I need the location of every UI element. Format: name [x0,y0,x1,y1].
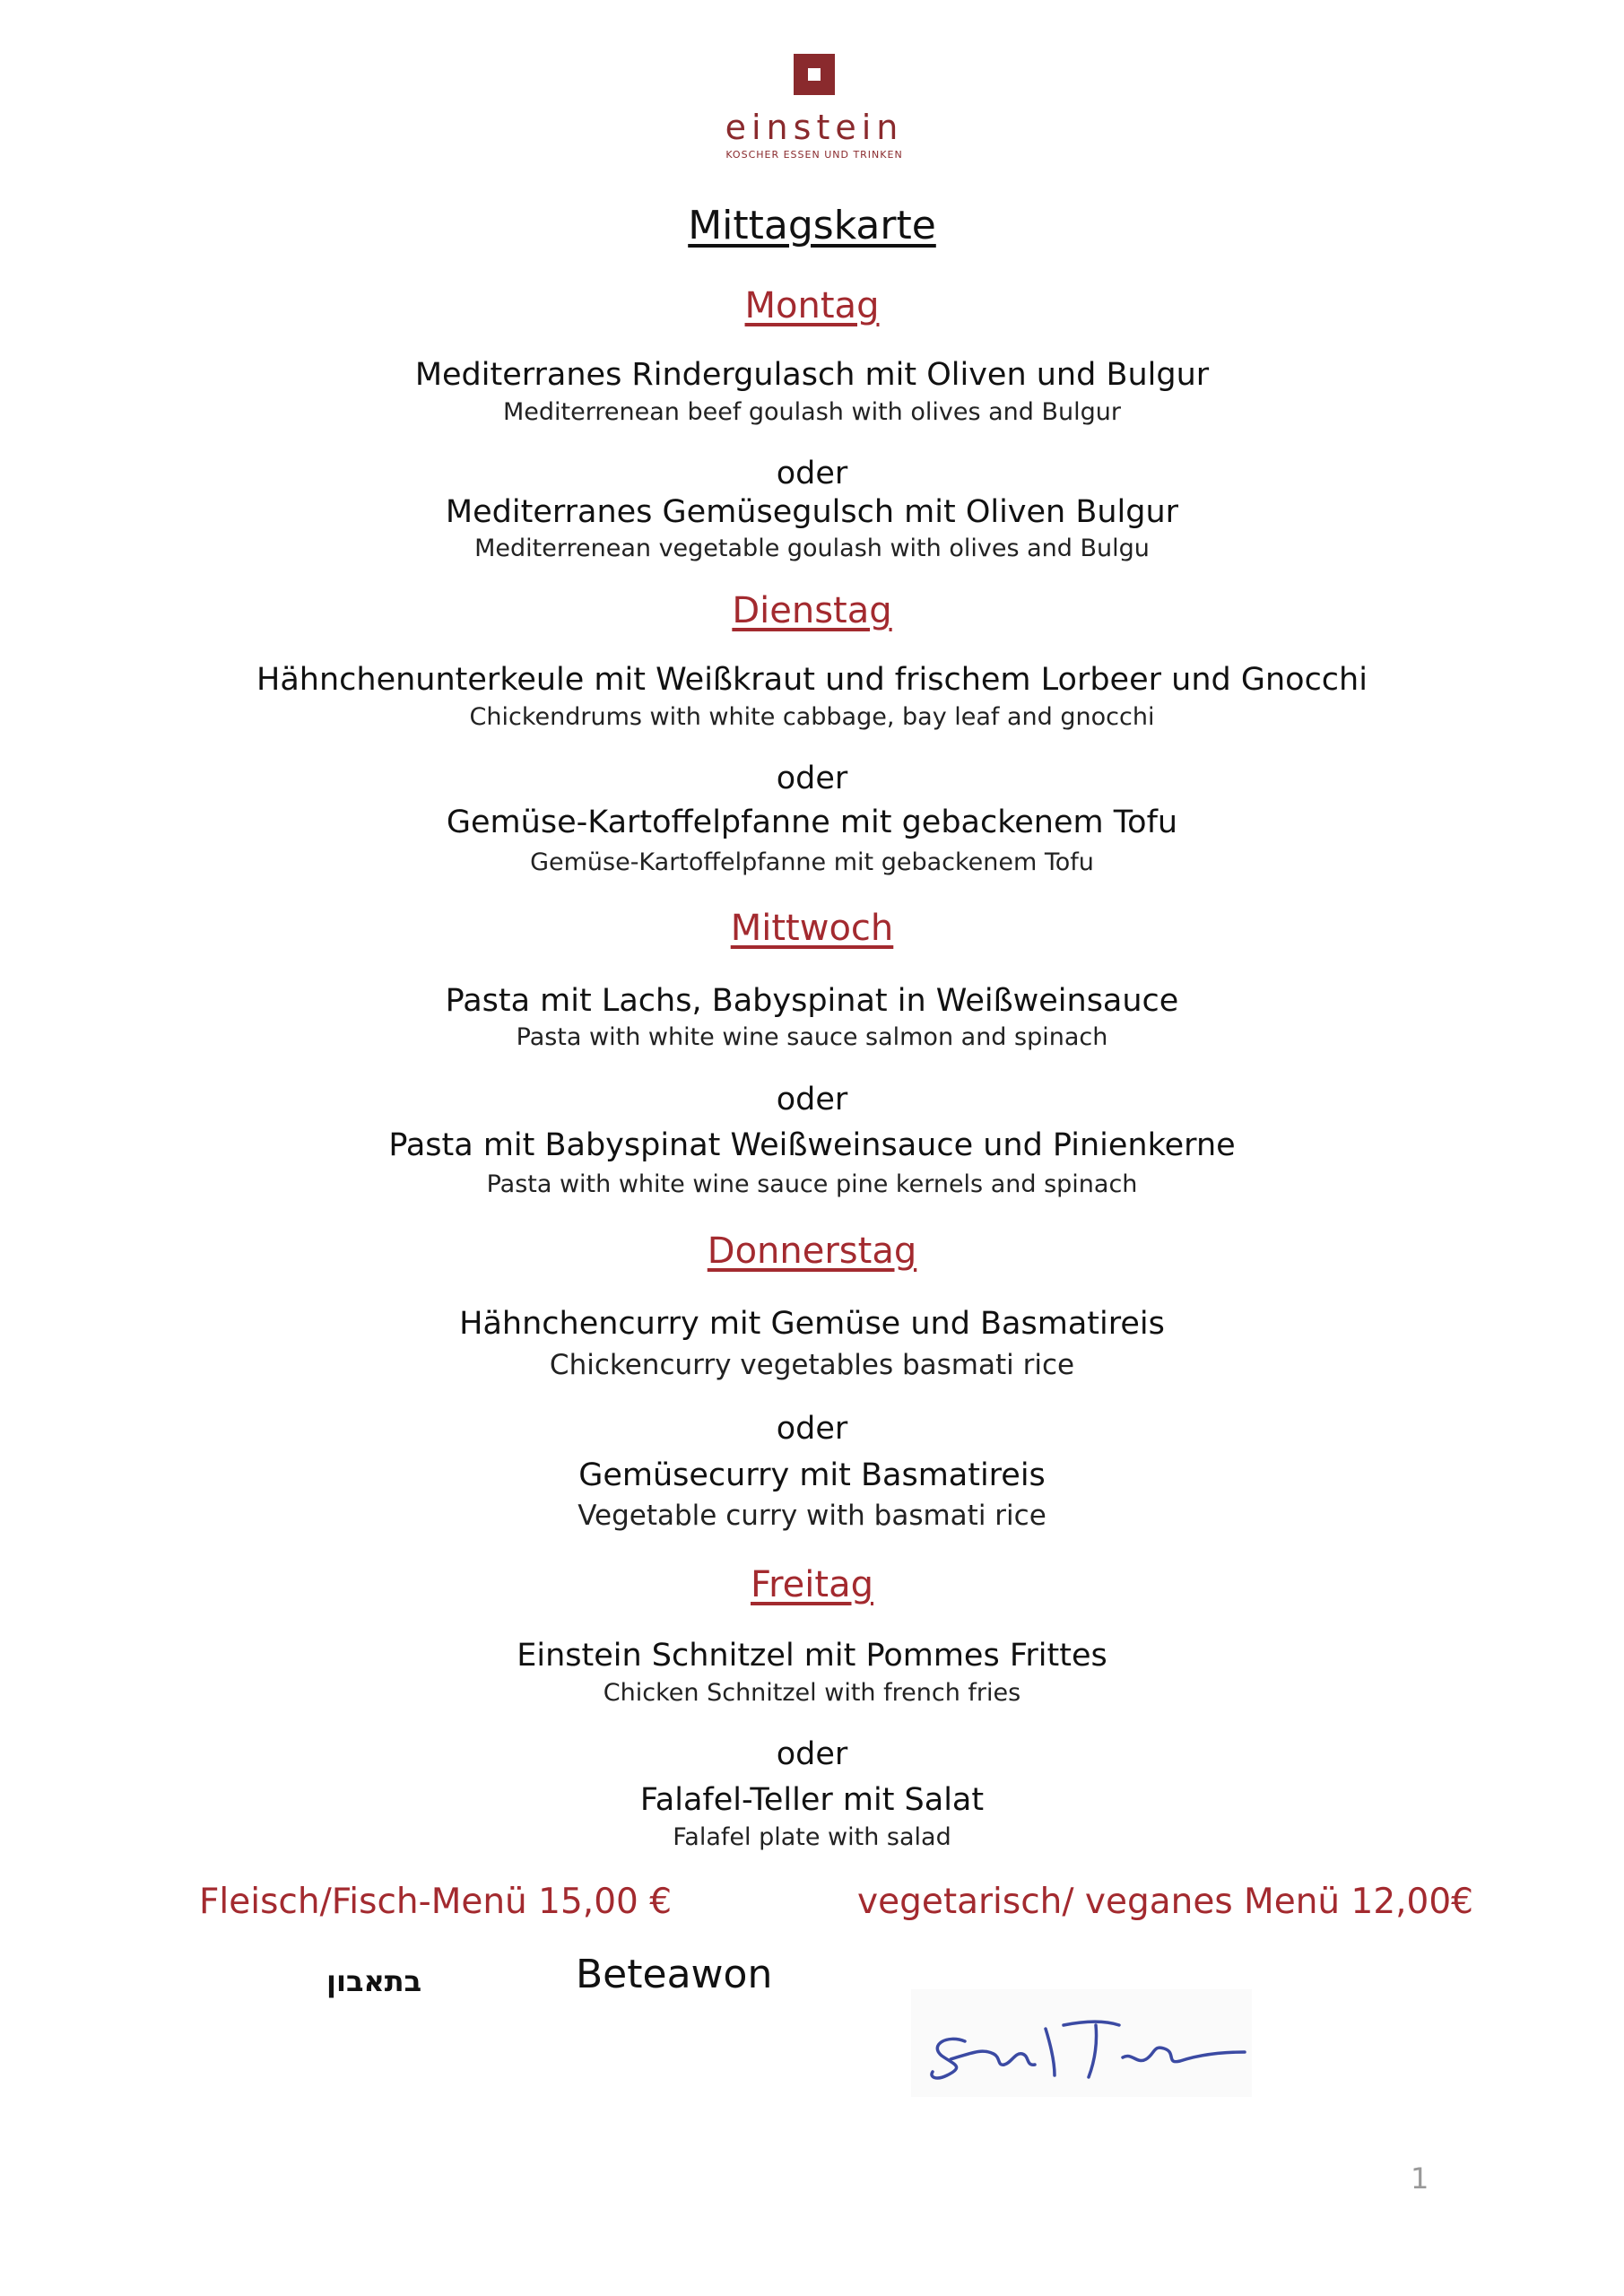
dish-en: Pasta with white wine sauce pine kernels and spinach [486,1170,1138,1198]
greeting-latin: Beteawon [576,1952,773,1997]
dish-en: Chickendrums with white cabbage, bay leaf and gnocchi [469,703,1155,731]
dish-en: Mediterrenean vegetable goulash with olives and Bulgu [474,535,1150,562]
day-heading-montag: Montag [744,285,880,326]
oder-connector: oder [776,761,848,796]
dish-de: Einstein Schnitzel mit Pommes Frittes [517,1638,1107,1674]
price-veg-menu: vegetarisch/ veganes Menü 12,00€ [857,1882,1473,1922]
signature-scribble-icon [911,1989,1252,2097]
dish-en: Falafel plate with salad [673,1823,951,1851]
dish-en: Vegetable curry with basmati rice [578,1500,1046,1532]
dish-en: Chicken Schnitzel with french fries [603,1679,1021,1707]
dish-de: Pasta mit Babyspinat Weißweinsauce und Pinienkerne [388,1127,1236,1163]
oder-connector: oder [776,1736,848,1772]
dish-de: Falafel-Teller mit Salat [639,1782,985,1818]
dish-de: Pasta mit Lachs, Babyspinat in Weißweinsauce [445,983,1179,1019]
price-meat-menu: Fleisch/Fisch-Menü 15,00 € [199,1882,673,1922]
dish-de: Hähnchencurry mit Gemüse und Basmatireis [459,1306,1165,1342]
day-heading-freitag: Freitag [751,1564,873,1605]
dish-en: Mediterrenean beef goulash with olives and Bulgur [503,398,1121,426]
oder-connector: oder [776,456,848,491]
dish-de: Gemüsecurry mit Basmatireis [578,1457,1046,1493]
dish-en: Pasta with white wine sauce salmon and spinach [516,1023,1108,1051]
day-heading-dienstag: Dienstag [732,590,892,631]
handwritten-signature [911,1989,1252,2097]
page-number: 1 [1411,2161,1429,2196]
dish-de: Mediterranes Gemüsegulsch mit Oliven Bulgur [445,494,1179,530]
logo-square-icon [794,54,835,95]
dish-en: Gemüse-Kartoffelpfanne mit gebackenem Tofu [530,848,1094,876]
dish-de: Hähnchenunterkeule mit Weißkraut und frischem Lorbeer und Gnocchi [256,662,1368,698]
page-title: Mittagskarte [688,203,936,248]
logo-wordmark: einstein [725,108,904,147]
logo-tagline: KOSCHER ESSEN UND TRINKEN [725,149,903,161]
day-heading-mittwoch: Mittwoch [730,908,894,949]
greeting-hebrew: בתאבון [326,1964,422,1998]
day-heading-donnerstag: Donnerstag [707,1231,917,1272]
einstein-logo [711,47,917,161]
oder-connector: oder [776,1411,848,1447]
oder-connector: oder [776,1082,848,1118]
dish-de: Gemüse-Kartoffelpfanne mit gebackenem Tofu [446,804,1178,840]
dish-de: Mediterranes Rindergulasch mit Oliven und Bulgur [414,357,1210,393]
dish-en: Chickencurry vegetables basmati rice [549,1349,1075,1381]
